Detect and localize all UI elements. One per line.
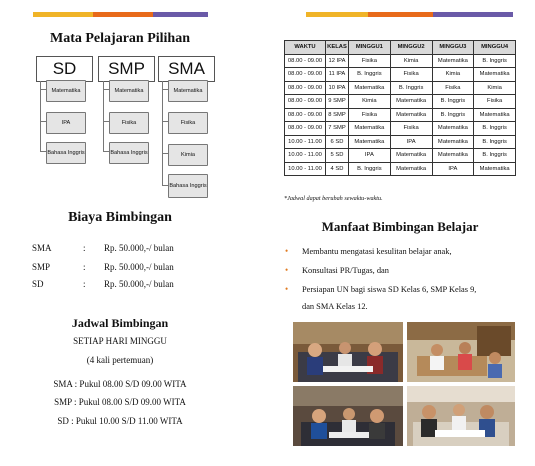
- header-waktu: WAKTU: [285, 41, 326, 55]
- stripe-right-purple: [433, 12, 513, 17]
- subject-sma-matematika: Matematika: [168, 80, 208, 102]
- table-cell: Matematika: [390, 149, 432, 163]
- table-cell: Kimia: [474, 81, 516, 95]
- table-cell: Matematika: [390, 95, 432, 109]
- table-cell: 10.00 - 11.00: [285, 135, 326, 149]
- benefit-text: Persiapan UN bagi siswa SD Kelas 6, SMP Kelas 9,: [302, 285, 477, 294]
- header-minggu3: MINGGU3: [432, 41, 474, 55]
- table-cell: Fisika: [390, 122, 432, 136]
- tree-line: [40, 81, 41, 151]
- table-cell: Matematika: [390, 108, 432, 122]
- subject-sd-ipa: IPA: [46, 112, 86, 134]
- header-minggu4: MINGGU4: [474, 41, 516, 55]
- table-cell: Matematika: [474, 108, 516, 122]
- header-kelas: KELAS: [326, 41, 349, 55]
- photo-classroom-2: [407, 322, 515, 382]
- table-cell: 08.00 - 09.00: [285, 95, 326, 109]
- subject-smp-fisika: Fisika: [109, 112, 149, 134]
- table-cell: IPA: [390, 135, 432, 149]
- fee-sep: :: [83, 243, 86, 253]
- level-box-sma: SMA: [158, 56, 215, 82]
- stripe-right-orange: [368, 12, 433, 17]
- tree-line: [162, 81, 163, 185]
- timetable-note: *Jadwal dapat berubah sewaktu-waktu.: [284, 195, 383, 202]
- bullet-icon: •: [285, 246, 289, 256]
- table-cell: 9 SMP: [326, 95, 349, 109]
- table-cell: Matematika: [474, 68, 516, 82]
- table-cell: 12 IPA: [326, 54, 349, 68]
- table-cell: B. Inggris: [349, 68, 391, 82]
- table-cell: Fisika: [474, 95, 516, 109]
- benefits-title: Manfaat Bimbingan Belajar: [321, 219, 479, 234]
- table-cell: Matematika: [390, 162, 432, 176]
- schedule-time-sd: SD : Pukul 10.00 S/D 11.00 WITA: [57, 416, 183, 426]
- table-row: [285, 68, 516, 82]
- photo-classroom-3: [293, 386, 403, 446]
- table-cell: Fisika: [432, 81, 474, 95]
- table-cell: Matematika: [432, 122, 474, 136]
- schedule-time-sma: SMA : Pukul 08.00 S/D 09.00 WITA: [53, 379, 187, 389]
- table-cell: Kimia: [349, 95, 391, 109]
- subject-sma-bahasa-inggris: Bahasa Inggris: [168, 174, 208, 198]
- table-cell: B. Inggris: [474, 149, 516, 163]
- header-minggu2: MINGGU2: [390, 41, 432, 55]
- table-row: [285, 95, 516, 109]
- benefit-text: dan SMA Kelas 12.: [302, 302, 368, 311]
- fee-price-smp: Rp. 50.000,-/ bulan: [104, 262, 174, 272]
- schedule-sessions: (4 kali pertemuan): [86, 355, 154, 365]
- fees-title: Biaya Bimbingan: [68, 210, 172, 225]
- table-row: [285, 54, 516, 68]
- subject-sma-kimia: Kimia: [168, 144, 208, 166]
- table-cell: Matematika: [349, 122, 391, 136]
- fee-level-sma: SMA: [32, 243, 52, 253]
- fee-sep: :: [83, 279, 86, 289]
- table-cell: Fisika: [390, 68, 432, 82]
- benefit-text: Membantu mengatasi kesulitan belajar anak,: [302, 247, 452, 256]
- table-cell: Matematika: [349, 81, 391, 95]
- level-box-sd: SD: [36, 56, 93, 82]
- subjects-title: Mata Pelajaran Pilihan: [50, 31, 190, 46]
- table-cell: 7 SMP: [326, 122, 349, 136]
- table-cell: 10 IPA: [326, 81, 349, 95]
- table-cell: 8 SMP: [326, 108, 349, 122]
- bullet-icon: •: [285, 265, 289, 275]
- timetable-header-row: [285, 41, 516, 55]
- table-cell: 6 SD: [326, 135, 349, 149]
- table-cell: IPA: [349, 149, 391, 163]
- table-cell: Matematika: [349, 135, 391, 149]
- table-row: [285, 81, 516, 95]
- table-row: [285, 135, 516, 149]
- table-cell: Matematika: [474, 162, 516, 176]
- stripe-right-yellow: [306, 12, 368, 17]
- fee-price-sma: Rp. 50.000,-/ bulan: [104, 243, 174, 253]
- table-cell: 4 SD: [326, 162, 349, 176]
- table-cell: 5 SD: [326, 149, 349, 163]
- table-cell: Kimia: [390, 54, 432, 68]
- table-cell: Kimia: [432, 68, 474, 82]
- fee-level-sd: SD: [32, 279, 44, 289]
- table-row: [285, 108, 516, 122]
- stripe-left-yellow: [33, 12, 93, 17]
- table-cell: 10.00 - 11.00: [285, 149, 326, 163]
- table-cell: Matematika: [432, 54, 474, 68]
- table-cell: 08.00 - 09.00: [285, 122, 326, 136]
- level-box-smp: SMP: [98, 56, 155, 82]
- table-cell: Fisika: [349, 54, 391, 68]
- photo-classroom-4: [407, 386, 515, 446]
- table-cell: 10.00 - 11.00: [285, 162, 326, 176]
- table-cell: Matematika: [432, 149, 474, 163]
- table-cell: 08.00 - 09.00: [285, 54, 326, 68]
- table-cell: B. Inggris: [474, 122, 516, 136]
- table-cell: B. Inggris: [474, 54, 516, 68]
- schedule-time-smp: SMP : Pukul 08.00 S/D 09.00 WITA: [54, 397, 186, 407]
- subject-smp-matematika: Matematika: [109, 80, 149, 102]
- table-cell: 11 IPA: [326, 68, 349, 82]
- table-row: [285, 149, 516, 163]
- fee-level-smp: SMP: [32, 262, 51, 272]
- table-cell: 08.00 - 09.00: [285, 108, 326, 122]
- table-cell: B. Inggris: [474, 135, 516, 149]
- photo-classroom-1: [293, 322, 403, 382]
- stripe-left-orange: [93, 12, 153, 17]
- table-cell: B. Inggris: [390, 81, 432, 95]
- table-cell: 08.00 - 09.00: [285, 68, 326, 82]
- table-cell: 08.00 - 09.00: [285, 81, 326, 95]
- fee-price-sd: Rp. 50.000,-/ bulan: [104, 279, 174, 289]
- table-cell: B. Inggris: [432, 108, 474, 122]
- table-cell: B. Inggris: [432, 95, 474, 109]
- table-row: [285, 122, 516, 136]
- subject-sd-bahasa-inggris: Bahasa Inggris: [46, 142, 86, 164]
- timetable: [284, 40, 516, 176]
- schedule-day: SETIAP HARI MINGGU: [73, 336, 167, 346]
- stripe-left-purple: [153, 12, 208, 17]
- table-cell: IPA: [432, 162, 474, 176]
- subject-sma-fisika: Fisika: [168, 112, 208, 134]
- subject-smp-bahasa-inggris: Bahasa Inggris: [109, 142, 149, 164]
- table-row: [285, 162, 516, 176]
- benefit-text: Konsultasi PR/Tugas, dan: [302, 266, 389, 275]
- schedule-title: Jadwal Bimbingan: [71, 316, 169, 330]
- table-cell: Fisika: [349, 108, 391, 122]
- subject-sd-matematika: Matematika: [46, 80, 86, 102]
- fee-sep: :: [83, 262, 86, 272]
- header-minggu1: MINGGU1: [349, 41, 391, 55]
- table-cell: B. Inggris: [349, 162, 391, 176]
- tree-line: [103, 81, 104, 151]
- table-cell: Matematika: [432, 135, 474, 149]
- bullet-icon: •: [285, 284, 289, 294]
